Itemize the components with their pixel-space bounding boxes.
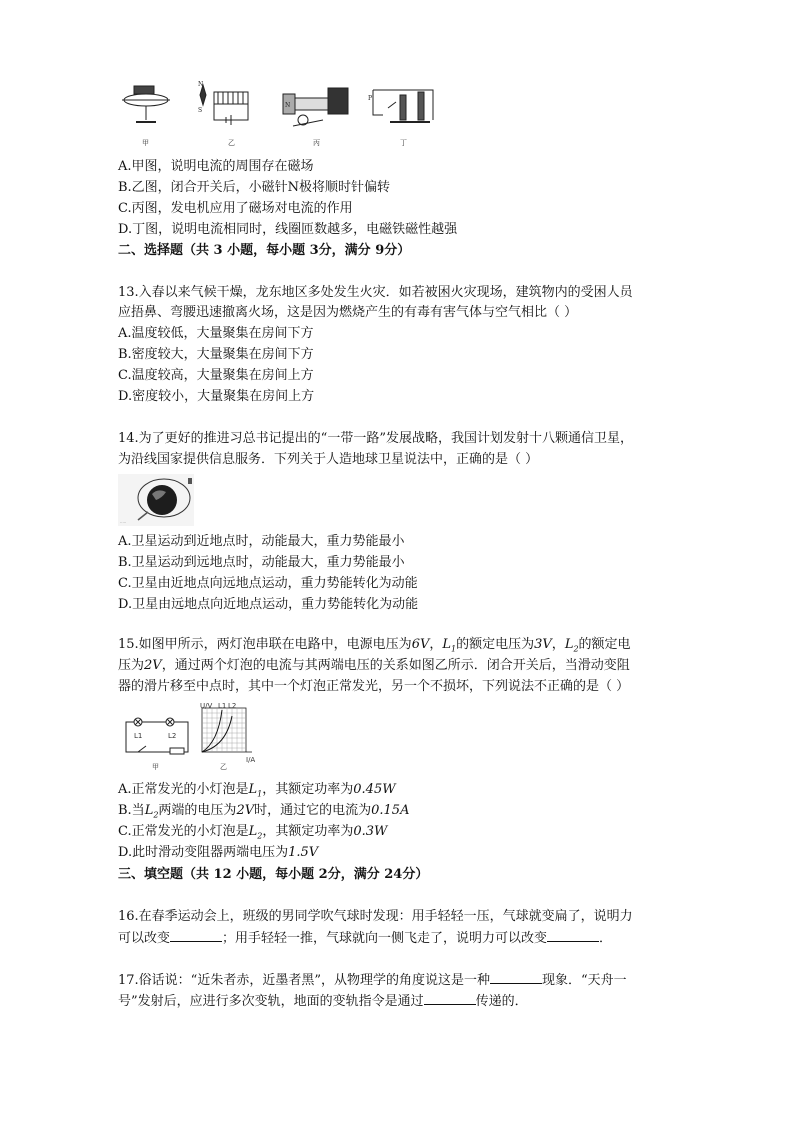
svg-text:S: S [198, 107, 203, 114]
svg-text:N: N [285, 102, 291, 109]
q17-line1: 17.俗话说：“近朱者赤，近墨者黑”，从物理学的角度说这是一种 现象．“天舟一 [118, 973, 627, 988]
q17-blank-2[interactable] [424, 992, 476, 1005]
caption-jia-2: 甲 [152, 763, 159, 771]
q13-option-d: D.密度较小，大量聚集在房间上方 [118, 389, 315, 404]
q15-option-d: D.此时滑动变阻器两端电压为1.5V [118, 845, 319, 860]
q15-option-b: B.当$L_2$两端的电压为2V时，通过它的电流为0.15A [118, 803, 410, 820]
caption-yi-2: 乙 [220, 763, 227, 771]
q15-option-c: C.正常发光的小灯泡是$L_2$，其额定功率为0.3W [118, 824, 388, 841]
curve-label-l2: L2 [228, 702, 237, 710]
value-3v: 3V [534, 637, 552, 652]
caption-ding: 丁 [400, 139, 407, 147]
q16-blank-1[interactable] [170, 929, 222, 942]
diagram-bing [283, 88, 348, 126]
symbol-l2: $L_2$ [564, 637, 579, 654]
q13-stem-line1: 13.入春以来气候干燥，龙东地区多处发生火灾．如若被困火灾现场，建筑物内的受困人员 [118, 285, 633, 300]
curve-label-l1: L1 [218, 702, 227, 710]
q16-line1: 16.在春季运动会上，班级的男同学吹气球时发现：用手轻轻一压，气球就变扁了，说明力 [118, 909, 633, 924]
q15-stem-line1: 15.如图甲所示，两灯泡串联在电路中，电源电压为6V，$L_1$的额定电压为3V，$L_2$的额定电 [118, 637, 631, 654]
q12-option-b: B.乙图，闭合开关后，小磁针N极将顺时针偏转 [118, 180, 391, 195]
caption-bing: 丙 [313, 139, 320, 147]
svg-text:·····: ····· [120, 520, 127, 525]
q12-option-c: C.丙图，发电机应用了磁场对电流的作用 [118, 201, 353, 216]
q13-option-c: C.温度较高，大量聚集在房间上方 [118, 368, 314, 383]
satellite-orbit-figure [118, 474, 194, 526]
axis-label-u: U/V [200, 702, 213, 710]
diagram-ding [368, 90, 433, 122]
axis-label-i: I/A [246, 756, 256, 764]
q15-figures [118, 702, 258, 772]
q17-line2: 号”发射后，应进行多次变轨，地面的变轨指令是通过 传递的． [118, 994, 528, 1009]
svg-text:P: P [368, 95, 373, 102]
q12-option-d: D.丁图，说明电流相同时，线圈匝数越多，电磁铁磁性越强 [118, 222, 458, 237]
q14-option-d: D.卫星由远地点向近地点运动，重力势能转化为动能 [118, 597, 419, 612]
q15-stem-line2: 压为2V，通过两个灯泡的电流与其两端电压的关系如图乙所示．闭合开关后，当滑动变阻 [118, 658, 630, 673]
figure-magnetism-strip [118, 80, 453, 150]
q14-stem-line1: 14.为了更好的推进习总书记提出的“一带一路”发展战略，我国计划发射十八颗通信卫星， [118, 431, 633, 446]
satellite-orbit-image [118, 474, 194, 526]
label-l2: L2 [168, 732, 177, 740]
section-2-title: 二、选择题（共 3 小题，每小题 3分，满分 9分） [118, 243, 411, 258]
caption-yi: 乙 [228, 139, 235, 147]
value-2v: 2V [144, 658, 162, 673]
value-6v: 6V [411, 637, 430, 652]
q12-option-a: A.甲图，说明电流的周围存在磁场 [118, 159, 314, 174]
svg-text:N: N [198, 81, 204, 88]
q15-stem-line3: 器的滑片移至中点时，其中一个灯泡正常发光，另一个不损坏，下列说法不正确的是（ ） [118, 679, 630, 694]
label-l1: L1 [134, 732, 143, 740]
q15-option-a: A.正常发光的小灯泡是$L_1$，其额定功率为0.45W [118, 782, 396, 799]
symbol-l1: $L_1$ [442, 637, 457, 654]
q16-blank-2[interactable] [547, 929, 599, 942]
iv-graph-yi [202, 708, 252, 752]
q16-line2: 可以改变 ；用手轻轻一推，气球就向一侧飞走了，说明力可以改变 ． [118, 931, 613, 946]
q17-blank-1[interactable] [490, 971, 542, 984]
caption-jia: 甲 [142, 139, 149, 147]
diagram-yi [198, 81, 248, 125]
q14-option-a: A.卫星运动到近地点时，动能最大，重力势能最小 [118, 534, 405, 549]
q13-stem-line2: 应捂鼻、弯腰迅速撤离火场，这是因为燃烧产生的有毒有害气体与空气相比（ ） [118, 305, 578, 320]
q13-option-a: A.温度较低，大量聚集在房间下方 [118, 326, 314, 341]
q14-option-c: C.卫星由近地点向远地点运动，重力势能转化为动能 [118, 576, 418, 591]
section-3-title: 三、填空题（共 12 小题，每小题 2分，满分 24分） [118, 867, 429, 882]
q14-stem-line2: 为沿线国家提供信息服务．下列关于人造地球卫星说法中，正确的是（ ） [118, 452, 539, 467]
q13-option-b: B.密度较大，大量聚集在房间下方 [118, 347, 314, 362]
diagram-jia [122, 86, 170, 122]
q14-option-b: B.卫星运动到远地点时，动能最大，重力势能最小 [118, 555, 405, 570]
